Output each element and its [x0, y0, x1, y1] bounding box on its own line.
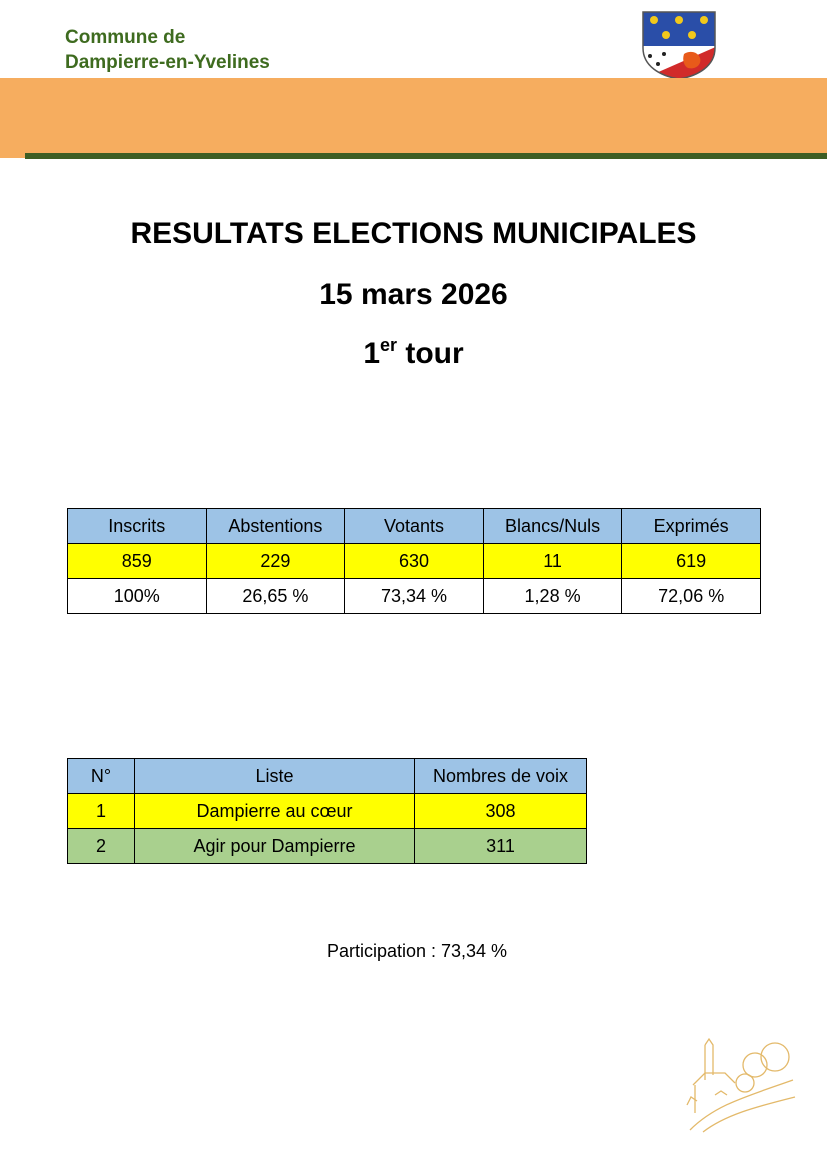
- count-cell: 619: [622, 544, 761, 579]
- summary-counts-row: [68, 544, 761, 579]
- summary-header-row: [68, 509, 761, 544]
- header-cell: N°: [68, 759, 135, 794]
- round-number: 1: [363, 337, 380, 370]
- header-cell: Inscrits: [68, 509, 207, 544]
- summary-table: [67, 508, 761, 614]
- lists-header-row: [68, 759, 587, 794]
- header-cell: Votants: [345, 509, 484, 544]
- orange-header-band: [0, 78, 827, 158]
- commune-line-2: Dampierre-en-Yvelines: [65, 52, 270, 73]
- percent-cell: 26,65 %: [206, 579, 345, 614]
- round-ordinal: er: [380, 335, 398, 355]
- green-divider: [25, 153, 827, 159]
- coat-of-arms-icon: [640, 10, 718, 80]
- commune-name: [65, 25, 270, 75]
- round-label: [0, 337, 827, 371]
- header-cell: Abstentions: [206, 509, 345, 544]
- percent-cell: 1,28 %: [483, 579, 622, 614]
- percent-cell: 73,34 %: [345, 579, 484, 614]
- header-cell: Nombres de voix: [415, 759, 587, 794]
- lists-table: [67, 758, 587, 864]
- page-title: RESULTATS ELECTIONS MUNICIPALES: [130, 217, 697, 250]
- round-word: tour: [397, 337, 464, 370]
- participation-text: Participation : 73,34 %: [326, 941, 508, 961]
- percent-cell: 72,06 %: [622, 579, 761, 614]
- table-row: [68, 794, 587, 829]
- commune-line-1: Commune de: [65, 27, 186, 48]
- count-cell: 859: [68, 544, 207, 579]
- count-cell: 11: [483, 544, 622, 579]
- list-votes: 308: [415, 794, 587, 829]
- list-number: 1: [68, 794, 135, 829]
- percent-cell: 100%: [68, 579, 207, 614]
- list-name: Agir pour Dampierre: [135, 829, 415, 864]
- table-row: [68, 829, 587, 864]
- village-sketch-icon: [685, 1035, 797, 1135]
- header-cell: Exprimés: [622, 509, 761, 544]
- header-cell: Liste: [135, 759, 415, 794]
- header-cell: Blancs/Nuls: [483, 509, 622, 544]
- summary-percent-row: [68, 579, 761, 614]
- count-cell: 229: [206, 544, 345, 579]
- list-number: 2: [68, 829, 135, 864]
- count-cell: 630: [345, 544, 484, 579]
- list-votes: 311: [415, 829, 587, 864]
- election-date: 15 mars 2026: [319, 278, 508, 311]
- list-name: Dampierre au cœur: [135, 794, 415, 829]
